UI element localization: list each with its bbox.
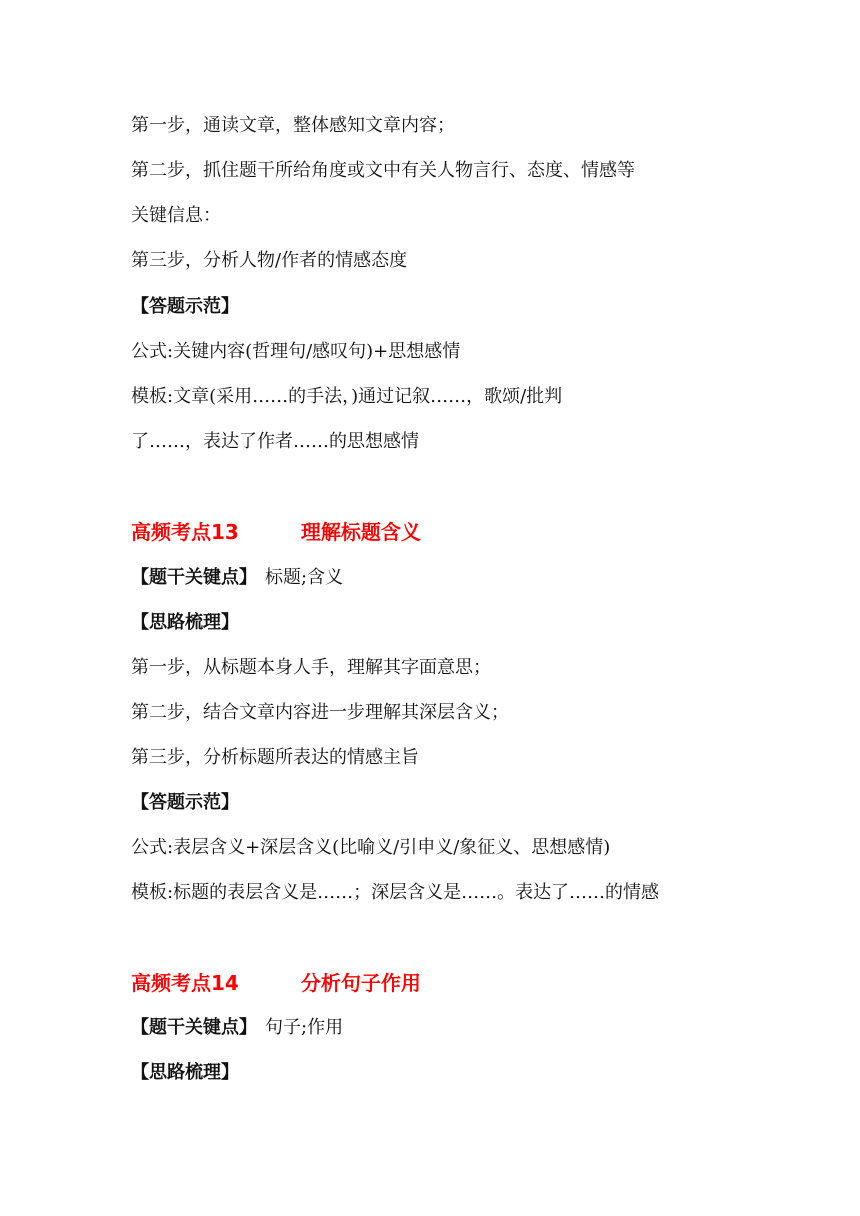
- step-line: 第二步，结合文章内容进一步理解其深层含义；: [131, 702, 509, 723]
- answer-label: 【答题示范】: [131, 792, 239, 813]
- answer-label: 【答题示范】: [131, 296, 239, 317]
- template-line: 了……，表达了作者……的思想感情: [131, 431, 419, 452]
- section-topic: 分析句子作用: [300, 971, 421, 995]
- template-line: 模板:文章(采用……的手法，)通过记叙……，歌颂/批判: [131, 386, 563, 407]
- section-topic: 理解标题含义: [300, 520, 421, 544]
- keypoint-label: 【题干关键点】: [131, 1017, 257, 1038]
- step-line: 第一步，从标题本身人手，理解其字面意思；: [131, 657, 491, 678]
- step-line: 第二步，抓住题干所给角度或文中有关人物言行、态度、情感等: [131, 160, 635, 181]
- section-number: 高频考点14: [131, 971, 239, 995]
- formula-line: 公式:表层含义+深层含义(比喻义/引申义/象征义、思想感情): [131, 837, 611, 858]
- section-heading: [131, 970, 421, 996]
- keypoint-value: 标题;含义: [265, 567, 344, 588]
- step-line: 关键信息：: [131, 205, 221, 226]
- keypoint-line: [131, 566, 343, 590]
- thinking-label: 【思路梳理】: [131, 1062, 239, 1083]
- step-line: 第一步，通读文章，整体感知文章内容；: [131, 115, 455, 136]
- thinking-label: 【思路梳理】: [131, 612, 239, 633]
- template-line: 模板:标题的表层含义是……；深层含义是……。表达了……的情感: [131, 882, 660, 903]
- step-line: 第三步，分析人物/作者的情感态度: [131, 250, 408, 271]
- keypoint-label: 【题干关键点】: [131, 567, 257, 588]
- keypoint-line: [131, 1016, 343, 1040]
- step-line: 第三步，分析标题所表达的情感主旨: [131, 747, 419, 768]
- section-number: 高频考点13: [131, 520, 239, 544]
- keypoint-value: 句子;作用: [265, 1017, 344, 1038]
- section-heading: [131, 519, 421, 545]
- formula-line: 公式:关键内容(哲理句/感叹句)+思想感情: [131, 341, 461, 362]
